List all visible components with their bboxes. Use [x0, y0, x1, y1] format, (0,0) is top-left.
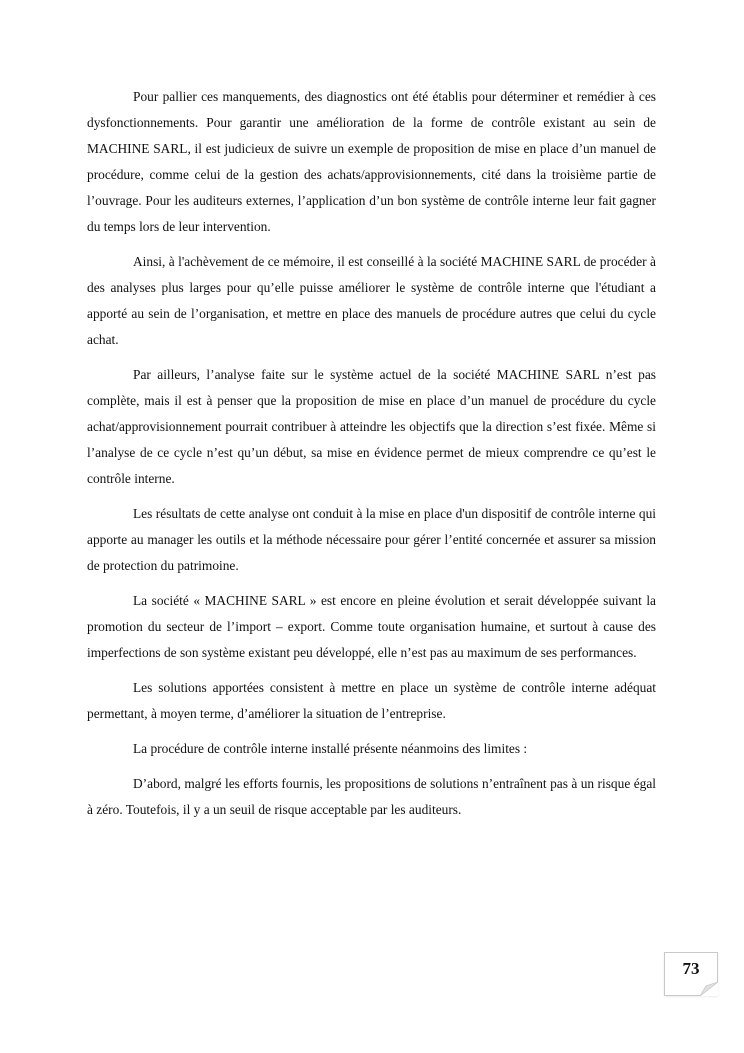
page-number-box: [664, 952, 718, 996]
paragraph: La procédure de contrôle interne installé présente néanmoins des limites :: [133, 741, 528, 756]
paragraph: Pour pallier ces manquements, des diagnostics ont été établis pour déterminer et remédier à ces dysfonctionnements. Pour garantir une amélioration de la forme de contrôle existant au sein de MACHINE SARL, il est judicieux de suivre un exemple de proposition de mise en place d’un manuel de procédure, comme celui de la gestion des achats/approvisionnements, cité dans la troisième partie de l’ouvrage. Pour les auditeurs externes, l’application d’un bon système de contrôle interne leur fait gagner du temps lors de leur intervention.: [87, 89, 656, 234]
paragraph: La société « MACHINE SARL » est encore en pleine évolution et serait développée suivant la promotion du secteur de l’import – export. Comme toute organisation humaine, et surtout à cause des imperfections de son système existant peu développé, elle n’est pas au maximum de ses performances.: [87, 593, 656, 660]
paragraph: Ainsi, à l'achèvement de ce mémoire, il est conseillé à la société MACHINE SARL de procéder à des analyses plus larges pour qu’elle puisse améliorer le système de contrôle interne que l'étudiant a apporté au sein de l’organisation, et mettre en place des manuels de procédure autres que celui du cycle achat.: [87, 254, 656, 347]
paragraph: Les solutions apportées consistent à mettre en place un système de contrôle interne adéquat permettant, à moyen terme, d’améliorer la situation de l’entreprise.: [87, 680, 656, 721]
paragraph: D’abord, malgré les efforts fournis, les propositions de solutions n’entraînent pas à un risque égal à zéro. Toutefois, il y a un seuil de risque acceptable par les auditeurs.: [87, 776, 656, 817]
paragraph: Les résultats de cette analyse ont conduit à la mise en place d'un dispositif de contrôle interne qui apporte au manager les outils et la méthode nécessaire pour gérer l’entité concernée et assurer sa mission de protection du patrimoine.: [87, 506, 656, 573]
page-number: 73: [682, 959, 700, 978]
paragraph: Par ailleurs, l’analyse faite sur le système actuel de la société MACHINE SARL n’est pas complète, mais il est à penser que la proposition de mise en place d’un manuel de procédure du cycle achat/approvisionnement pourrait contribuer à atteindre les objectifs que la direction s’est fixée. Même si l’analyse de ce cycle n’est qu’un début, sa mise en évidence permet de mieux comprendre ce qu’est le contrôle interne.: [87, 367, 656, 486]
page-curl-icon: [700, 982, 718, 996]
document-body: [87, 84, 656, 832]
